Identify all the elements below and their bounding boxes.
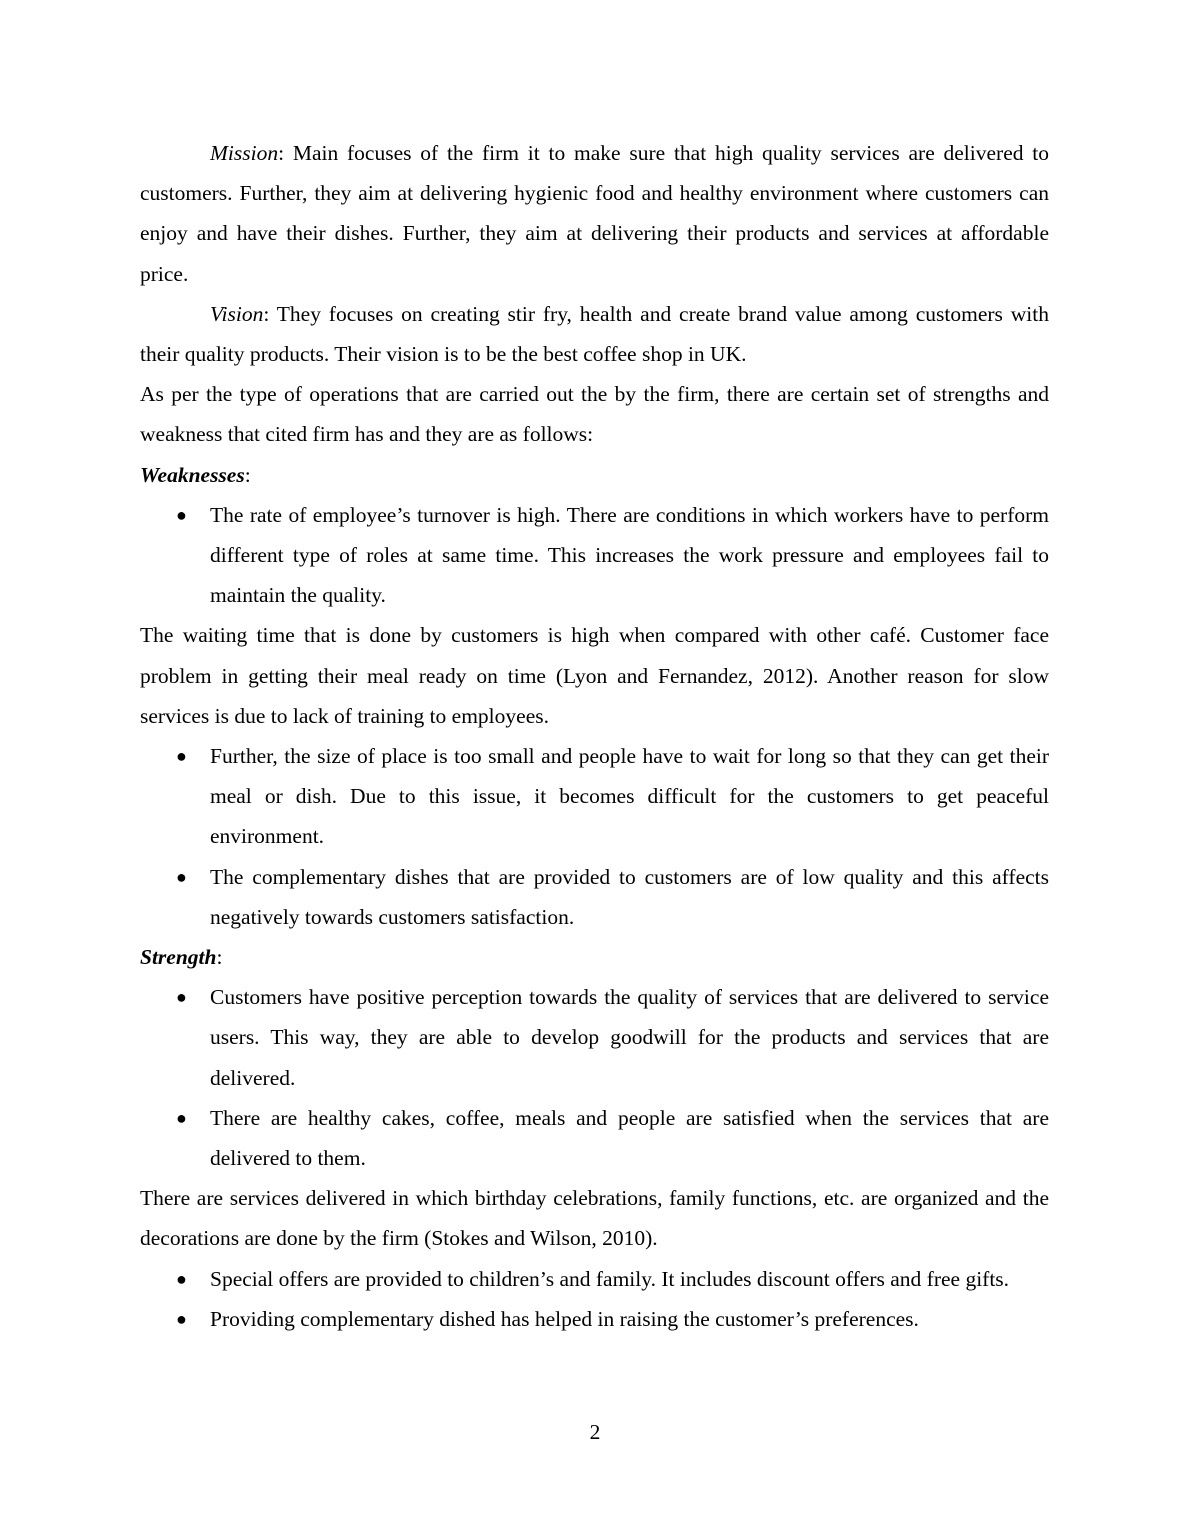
bullet-icon: ● (176, 987, 187, 1008)
strength-heading (140, 937, 1049, 977)
list-item (176, 495, 1049, 616)
services-paragraph: There are services delivered in which birthday celebrations, family functions, etc. are organized and the decorations are done by the firm (Stokes and Wilson, 2010). (140, 1186, 1049, 1251)
mission-label: Mission (210, 141, 279, 165)
weaknesses-heading (140, 455, 1049, 495)
list-item-text: There are healthy cakes, coffee, meals and people are satisfied when the services that are delivered to them. (210, 1105, 1049, 1171)
strength-heading-text: Strength (140, 945, 217, 970)
strength-list-2 (140, 1259, 1049, 1339)
list-item-text: Customers have positive perception towards the quality of services that are delivered to service users. This way, they are able to develop goodwill for the products and services that are delivered. (210, 985, 1049, 1090)
waiting-time-paragraph: The waiting time that is done by customers is high when compared with other café. Customer face problem in getting their meal ready on time (Lyon and Fernandez, 2012). Another reason for slow services is due to lack of training to employees. (140, 623, 1049, 728)
list-item (176, 1259, 1049, 1299)
list-item-text: Special offers are provided to children’s and family. It includes discount offers and free gifts. (210, 1266, 1010, 1291)
weaknesses-heading-text: Weaknesses (140, 462, 245, 487)
list-item (176, 736, 1049, 857)
list-item (176, 1299, 1049, 1339)
document-body (140, 133, 1049, 1339)
bullet-icon: ● (176, 1107, 187, 1128)
list-item-text: The complementary dishes that are provided to customers are of low quality and this affects negatively towards customers satisfaction. (210, 864, 1049, 929)
list-item (176, 857, 1049, 937)
list-item-text: Providing complementary dished has helped in raising the customer’s preferences. (210, 1306, 919, 1331)
bullet-icon: ● (176, 866, 187, 887)
weaknesses-list-2 (140, 736, 1049, 937)
intro-paragraph: As per the type of operations that are carried out the by the firm, there are certain set of strengths and weakness that cited firm has and they are as follows: (140, 382, 1049, 447)
vision-paragraph (140, 294, 1049, 374)
weaknesses-list-1 (140, 495, 1049, 616)
list-item-text: The rate of employee’s turnover is high. There are conditions in which workers have to perform different type of roles at same time. This increases the work pressure and employees fail to maintain the quality. (210, 502, 1049, 608)
strength-heading-colon: : (216, 945, 223, 970)
strength-list-1 (140, 977, 1049, 1178)
weaknesses-heading-colon: : (244, 462, 251, 487)
list-item-text: Further, the size of place is too small and people have to wait for long so that they can get their meal or dish. Due to this issue, it becomes difficult for the customers to get peaceful environment. (210, 744, 1049, 849)
list-item (176, 1098, 1049, 1178)
list-item (176, 977, 1049, 1098)
vision-text: : They focuses on creating stir fry, health and create brand value among customers with their quality products. Their vision is to be the best coffee shop in UK. (140, 301, 1049, 367)
page-number: 2 (589, 1420, 601, 1444)
mission-paragraph (140, 133, 1049, 294)
vision-label: Vision (210, 301, 264, 326)
mission-text: : Main focuses of the firm it to make sure that high quality services are delivered to customers. Further, they aim at delivering hygienic food and healthy environment where customers can enjoy and have their dishes. Further, they aim at delivering their products and services at affordable price. (140, 141, 1049, 286)
bullet-icon: ● (176, 746, 187, 767)
bullet-icon: ● (176, 1268, 187, 1289)
bullet-icon: ● (176, 504, 187, 525)
bullet-icon: ● (176, 1308, 187, 1329)
